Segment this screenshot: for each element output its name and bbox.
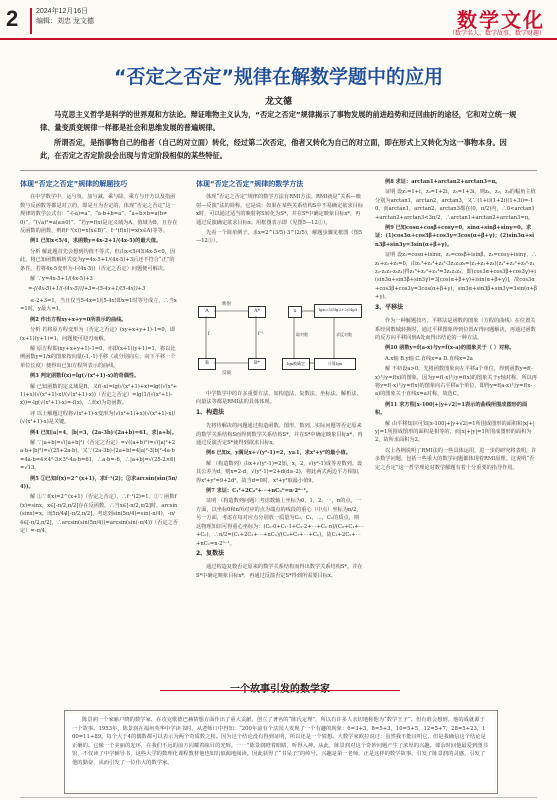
solution-5: 解 ①∵f(x)=2^(x+1)（否定之否定），∴f⁻¹(2)=1。②∵函数f(x)=sinx，x∈[-π/2,π/2]存在反函数，∴当x∈[-π/2,π/2]时，arcsin(sinx)=x。而5π/4∉[-π/2,π/2]，考虑到sin(5π/4)=sin(-π/4)，-π/4∈[-π/2,π/2]，∴arcsin(sin(5π/4))=arcsin(sin(-π/4))（否定之否定）=-π/4。 — [20, 494, 178, 535]
diagram-box-a-star: A* — [248, 306, 266, 318]
paragraph: 在中学数学中，运与负、加与减、乘与除、乘方与开方以及指函数与反函数等都是对立的，即是互为否定的，体现“否定之否定”这一规律的数学公式有：“-(-a)=a”、“a-b+b=a”、“a÷b×b=a(b≠0)”、“(√a)²=a(a≥0)”、“若y=f(x)是定义域为A，值域为B，且存在反函数的函数，则f(f⁻¹(x))=x(x∈B)”、f⁻¹(f(x))=x(x∈A)等等。 — [20, 194, 178, 235]
diagram-label-f: f — [208, 332, 210, 337]
paragraph-example-intro: 先看一个简单例子。求x=2^(3/5)·3^(2/5)，解题步骤见框图（图5—12③）。 — [196, 230, 363, 245]
intro-divider — [20, 170, 537, 171]
solution-8: 证明 设z₁=1+i，z₂=1+2i，z₃=1+3i，则z₁，z₂，z₃的幅角主值分别为arctan1，arctan2，arctan3，又∵(1+i)(1+2i)(1+3i)=-10，而arctan1，arctan2，arctan3都在(0，π/2)内，∴0<arctan1+arctan2+arctan3<3π/2，∴arctan1+arctan2+arctan3=π。 — [375, 189, 536, 221]
example-9: 例9 已知cosα+cosβ+cosγ=0，sinα+sinβ+sinγ=0。求证：(1)cos3α+cos3β+cos3γ=3cos(α+β+γ)；(2)sin3α+sin3β+sin3γ=3sin(α+β+γ)。 — [375, 225, 535, 248]
paragraph-translate: 作为一种解题技巧，平移法是函数的图象（方程的曲线）在位置关系经同数域转换时，通过平移图象得到位置A'得问题解决，再通过函数的反方向平移回到A处而得出结论的一种方法。 — [375, 318, 536, 341]
section-title-methods: 体现“否定之否定”规律的数学方法 — [196, 180, 304, 188]
section-title-techniques: 体现“否定之否定”规律的解题技巧 — [20, 180, 128, 188]
intro-paragraph-2: 所谓否定，是指事物自己的他者（自己的对立面）转化，经过第二次否定，他者又转化为自己的对立面，即在形式上又转化为这一事物本身。因此，在否定之否定阶段会出现与肯定阶段相似的某些特征。 — [40, 138, 507, 160]
solution-9: 证明 设z₁=cosα+isinα，z₂=cosβ+isinβ，z₃=cosγ+isinγ，∴z₁+z₂+z₃=0，由z₁³+z₂³+z₃³-3z₁z₂z₃=(z₁+z₂+z₃)(z₁²+z₂²+z₃²-z₁z₂-z₂z₃-z₃z₁)得z₁³+z₂³+z₃³=3z₁z₂z₃，即(cos3α+cos3β+cos3γ)+i(sin3α+sin3β+sin3γ)=3[cos(α+β+γ)+isin(α+β+γ)]，故cos3α+cos3β+cos3γ=3cos(α+β+γ)，sin3α+sin3β+sin3γ=3sin(α+β+γ)。 — [375, 252, 537, 301]
paragraph-rmi: 体现“否定之否定”规律的数学方法有RMI方法。RMI就是“关系—映射—反演”法的简称。它是说：如果在某些关系结构S中不易确定欲求目标x时，可以通过适当的映射将S转化为S*，并在S*中确定映象目标x*，再通过反演确定欲求目标x。用框图表示即（见图5—12②）。 — [196, 194, 364, 226]
analysis-1: 分析 解此题首先会想到均值不等式，但由x<5/4知4x-5<0，因此，将已知函数解析式变为y=4x-5+1/(4x-5)+3后还不符合“正”的条件。若将4x-5变形为-(-(4x-5))（否定之否定）问题便可解决。 — [20, 248, 176, 272]
diagram-box-calc: 计算lgx — [314, 358, 356, 370]
diagram-box-x: x — [288, 306, 302, 318]
example-6: 例6 已知x，y满足x+√(y²-1)=2，y≥1，求x²+y²的最小值。 — [206, 450, 351, 457]
formula-1b: =-[(4x-5)+1/(-(4x-5))]+3=-(5-4x+1/(5-4x))+3 — [28, 286, 146, 293]
editor-credit: 编辑：刘忠 龙文德 — [36, 18, 94, 25]
header-rule — [0, 38, 557, 40]
paragraph-conclusion: 以上各例说明了RMI法的一些具体运用，进一步的研究将表明，许多数学问题，包括一些重大的数学问题都体现着RMI原理。这说明“否定之否定”这一哲学理论对数学解题有着十分重要的指导作用。 — [375, 447, 537, 471]
rmi-diagram — [196, 300, 364, 386]
solution-4: 解 ∵|a+b|=√(|a+b|²)（否定之否定）=√((a+b)²)=√(|a|²+2a·b+|b|²)=√(25+2a·b)。又∵(2a-3b)·(2a+b)=4|a|²-3|b|²-4a·b=4a·b=4×4²-3×3²-4a·b=61，∴a·b=-6，∴|a+b|=√(25-2×6)=√13。 — [20, 439, 176, 472]
example-1: 例1 已知x<5/4，求函数y=4x-2+1/(4x-5)的最大值。 — [30, 238, 162, 245]
example-10: 例10 函数y=f(a-x)与y=f(x-a)的图象关于（ ）对称。 — [385, 345, 515, 352]
solution-7: 证明 （构造数列问题）考虑数轴上坐标为0，1，2，⋯，n的点，一方面，以坐标0和n所对应的点为端点的线段的重心（中点）坐标为n/2，另一方面，考虑在每对应点分别放一质量为C₀，C₁，⋯，Cₙ的质点，则这物理知识可得重心坐标为：(C₀·0+C₁·1+C₂·2+⋯+Cₙ·n)/(C₀+C₁+⋯+Cₙ)，∴n/2=(C₁+2C₂+⋯+nCₙ)/(C₀+C₁+⋯+Cₙ)，故C₁+2C₂+⋯+nCₙ=n·2ⁿ⁻¹。 — [196, 498, 364, 547]
diagram-box-lg: lgx=3/5lg2+2/5lg3 — [314, 304, 362, 318]
analysis-2: 分析 若将原方程变形为（否定之否定）(xy+x+y+1)-1=0，即(x+1)(y+1)=1，问题便可迎刃而解。 — [20, 327, 176, 342]
example-3: 例3 判定函数f(x)=lg(√(x²+1)-x)的奇偶性。 — [30, 373, 140, 380]
diagram-box-b-star: B* — [248, 358, 266, 370]
column-left — [20, 178, 178, 743]
story-text: 陈景润一个家喻户晓的数学家，在攻克歌德巴赫猜想方面作出了重大贡献，创立了著名的“陈氏定理”，所以有许多人亲切地称他为“数学王子”。但有谁会想到，他的成就源于一个故事。1953年，陈景润在福州英华中学读书时，从老师口中得知：“200年前有个法国人发现了一个有趣的现象：6=3+3，8=5+3，10=5+5，12=5+7，28=5+23，100=11+89。每个大于4的偶数都可以表示为两个奇质数之和。因为这个结论没有得到证明，所以还是一个猜想。大数学家欧拉说过：虽然我不能证明它，但是我确信这个结论是正确的。它像一个美丽的光环，在我们不远的前方闪耀着眩目的光辉。⋯⋯”陈景润瞪着眼睛，听得入神。从此，陈景润对这个奇妙问题产生了浓厚的兴趣。课余时间他最爱到图书馆，不仅读了中学辅导书，这些大学的数理化课程教材他也如饥似渴地阅读。因此获得了“书呆子”的绰号。兴趣是第一老师，正是这样的数学故事，引发了陈景润的灵感，引发了他的勤奋，从而引发了一位伟大的数学家。 — [72, 717, 488, 766]
article-author: 龙文德 — [264, 97, 292, 107]
solution-1c: ≤-2+3=1，当且仅当5-4x=1/(5-4x)即x=1时等号成立，∴当x=1时，y最大=1。 — [20, 297, 177, 313]
diagram-box-a: A — [198, 306, 216, 318]
subsection-construct: 1、构造法 — [196, 408, 225, 416]
diagram-label-antilog: 求反对数 — [336, 332, 352, 337]
diagram-box-b: B — [198, 358, 216, 370]
footer-rule — [20, 797, 537, 798]
diagram-label-log: 取对数 — [296, 332, 308, 337]
solution-1a: 解 ∵y=4x-5+1/(4x-5)+3 — [30, 276, 93, 283]
paragraph-complex: 通过构造复数否定原来的数学关系结构而得出数学关系结构S*，并在S*中确定映象目标x*，再通过反演否定S*得到所需要目标x。 — [196, 564, 363, 579]
solution-11: 解 由平移知识可知|x-100|+|y+√2|=1所围成图形的面积和|x|+|y|=1所围成图形的面积是相等的，而|x|+|y|=1所围成图形的面积为2，故所求面积为2。 — [375, 420, 535, 444]
solution-10: 解 不妨设a>0，先将函数图象向左平移a个单位，得到函数y=f(-x)与y=f(x)的图象，因为y=f(-x)与y=f(x)的图象关于y轴对称，所以再将y=f(-x)与y=f(x)的图象向右平移a个单位，即得y=f(a-x)与y=f(x-a)的图象关于直线x=a对称，故选C。 — [375, 366, 537, 398]
column-right — [375, 178, 537, 698]
example-11: 例11 求方程|x-100|+|y+√2|=1表示的曲线所围成图形的面积。 — [375, 401, 528, 417]
article-title: “否定之否定”规律在解数学题中的应用 — [114, 66, 443, 88]
issue-date: 2024年12月16日 — [36, 8, 89, 15]
solution-3: 解 已知函数的定义域是R，又f(-x)=lg(√(x²+1)+x)=lg((√(x²+1)+x)(√(x²+1)-x)/(√(x²+1)-x))（否定之否定）=lg(1/(√(x²+1)-x))=-lg(√(x²+1)-x)=-f(x)，∴f(x)为奇函数。 — [20, 383, 178, 407]
page-number: 2 — [6, 6, 19, 31]
paragraph-methods: 中学数学中的许多重要方法，如构造法、复数法、坐标法、解析法、向量法等都是RMI法的具体体现。 — [196, 391, 362, 406]
solution-2: 解 原方程即(xy+x+y+1)-1=0，亦即(x+1)(y+1)=1，将以比例函数y=1/x的图象按向量(-1,-1)平移（或分别向左、向下平移一个单位长度）便得出已知方程所表示的曲线。 — [20, 345, 176, 369]
note-3: 评 以上解题过程将√(x²+1)-x变形为(√(x²+1)+x)(√(x²+1)-x)/(√(x²+1)-x)是关键。 — [20, 410, 176, 426]
section-masthead-subtitle: （数学名人、数学故事、数学财趣） — [448, 31, 545, 37]
story-title — [64, 680, 496, 695]
subsection-complex: 2、复数法 — [196, 549, 225, 557]
intro-paragraph-1: 马克思主义哲学是科学的世界观和方法论。辩证唯物主义认为，“否定之否定”规律揭示了事物发展的前进趋势和迂回曲折的途径，它和对立统一规律、量变质变规律一样都是社会和思维发展的普遍规律。 — [40, 110, 517, 132]
example-4: 例4 已知|a|=4，|b|=3，(2a-3b)·(2a+b)=61，求|a+b|。 — [30, 429, 177, 436]
options-10: A.x轴 B.y轴 C.直线x=a D.直线x=2a — [385, 355, 473, 362]
story-title-rule — [160, 690, 400, 691]
section-masthead: 数学文化 — [457, 8, 545, 32]
column-middle-lower — [196, 390, 364, 690]
diagram-label-f-inverse: f⁻¹ — [258, 332, 264, 337]
example-8: 例8 求证：arctan1+arctan2+arctan3=π。 — [385, 179, 501, 185]
example-7: 例7 求证：C₁¹+2C₂²+⋯+nCₙⁿ=n·2ⁿ⁻¹。 — [206, 488, 312, 495]
diagram-label-inverse: 反演 — [222, 371, 231, 376]
paragraph-construct: 先将待解决的问题通过构造函数、图形、数列、实际问题等否定原来的数学关系结构S而得到数学关系结构S*，并在S*中确定映象目标x*，再通过反演否定S*使得到欲求目标x。 — [196, 423, 363, 447]
subsection-translate: 3、平移法 — [375, 303, 404, 311]
header-divider — [30, 8, 32, 34]
diagram-label-map: 映射 — [222, 302, 231, 307]
solution-6: 解 （构造数列）由x+√(y²-1)=2知，x，2，√(y²-1)成等差数列。设其公差为d，则x=2-d，√(y²-1)=2+d(d≥-2)，将此两式两边平方相加，得x²+y²=9+2d²，故当d=0时，x²+y²取最小值9。 — [196, 460, 364, 484]
example-5: 例5 ①已知f(x)=2^(x+1)，求f⁻¹(2)；②求arcsin(sin(5π/4))。 — [20, 475, 178, 490]
diagram-box-result: lgx被确定 — [282, 358, 310, 370]
example-2: 例2 作出方程xy+x+y=0所表示的曲线。 — [30, 316, 127, 323]
